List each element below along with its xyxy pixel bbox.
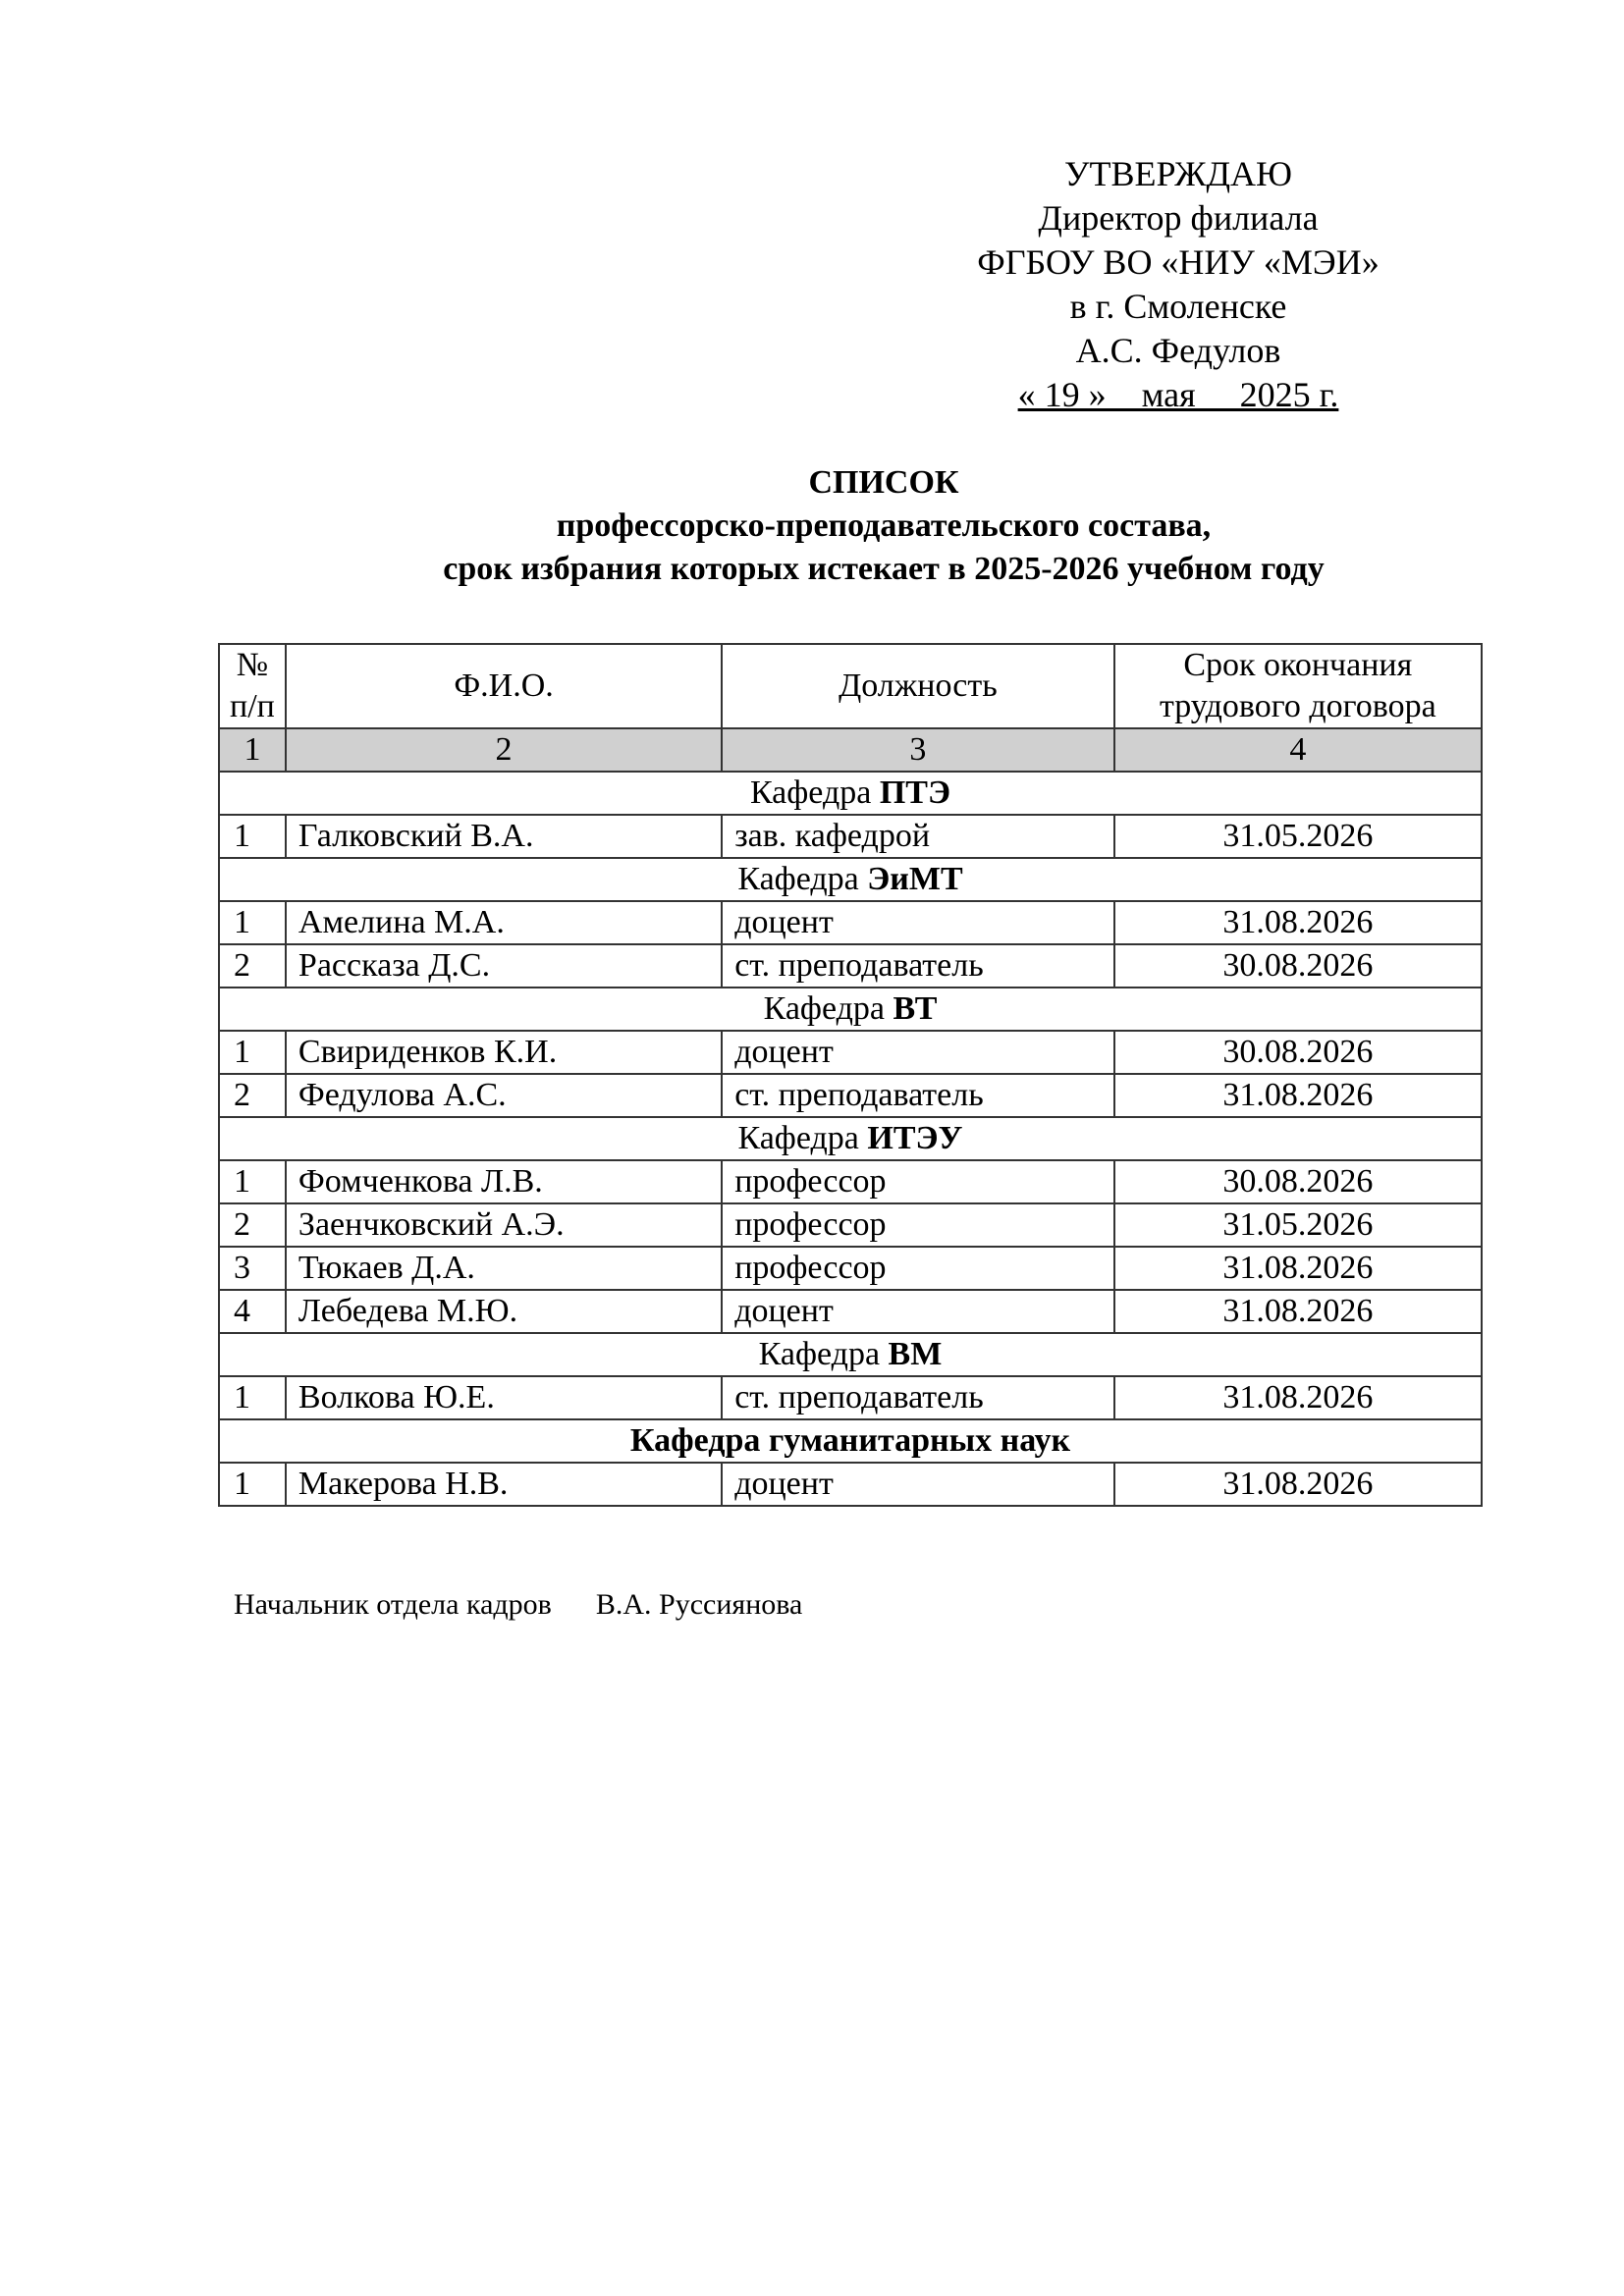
row-number: 1 xyxy=(219,1160,286,1203)
row-number: 3 xyxy=(219,1247,286,1290)
contract-end-date: 31.05.2026 xyxy=(1114,815,1482,858)
employee-name: Амелина М.А. xyxy=(286,901,722,944)
table-row xyxy=(219,1074,1482,1117)
signature-line xyxy=(234,1588,802,1622)
header-name: Ф.И.О. xyxy=(286,644,722,728)
employee-position: ст. преподаватель xyxy=(722,1074,1113,1117)
table-row xyxy=(219,1203,1482,1247)
employee-position: профессор xyxy=(722,1160,1113,1203)
department-name: Кафедра ИТЭУ xyxy=(219,1117,1482,1160)
row-number: 2 xyxy=(219,1074,286,1117)
contract-end-date: 30.08.2026 xyxy=(1114,1160,1482,1203)
title-heading: СПИСОК xyxy=(808,464,959,501)
employee-name: Рассказа Д.С. xyxy=(286,944,722,988)
department-name: Кафедра ПТЭ xyxy=(219,772,1482,815)
table-row xyxy=(219,1247,1482,1290)
employee-position: доцент xyxy=(722,1463,1113,1506)
signatory-name: В.А. Руссиянова xyxy=(595,1588,803,1621)
employee-position: профессор xyxy=(722,1247,1113,1290)
table-header-row xyxy=(219,644,1482,728)
contract-end-date: 31.08.2026 xyxy=(1114,1463,1482,1506)
table-row xyxy=(219,815,1482,858)
employee-name: Тюкаев Д.А. xyxy=(286,1247,722,1290)
signatory-role: Начальник отдела кадров xyxy=(234,1588,552,1621)
contract-end-date: 31.05.2026 xyxy=(1114,1203,1482,1247)
approver-organization: ФГБОУ ВО «НИУ «МЭИ» xyxy=(977,242,1380,282)
department-row xyxy=(219,1333,1482,1376)
staff-table xyxy=(218,643,1483,1507)
employee-position: доцент xyxy=(722,901,1113,944)
employee-name: Макерова Н.В. xyxy=(286,1463,722,1506)
employee-name: Волкова Ю.Е. xyxy=(286,1376,722,1419)
table-row xyxy=(219,1160,1482,1203)
department-name: Кафедра ВМ xyxy=(219,1333,1482,1376)
table-row xyxy=(219,944,1482,988)
employee-name: Фомченкова Л.В. xyxy=(286,1160,722,1203)
employee-position: профессор xyxy=(722,1203,1113,1247)
header-term: Срок окончания трудового договора xyxy=(1114,644,1482,728)
row-number: 1 xyxy=(219,1031,286,1074)
approval-block xyxy=(943,152,1414,417)
department-row xyxy=(219,1117,1482,1160)
employee-name: Свириденков К.И. xyxy=(286,1031,722,1074)
approval-date: « 19 » мая 2025 г. xyxy=(1017,375,1339,414)
approver-name: А.С. Федулов xyxy=(1075,331,1281,370)
row-number: 1 xyxy=(219,1463,286,1506)
department-row xyxy=(219,988,1482,1031)
approver-title: Директор филиала xyxy=(1038,198,1319,238)
department-row xyxy=(219,772,1482,815)
title-subheading-2: срок избрания которых истекает в 2025-2026 учебном году xyxy=(443,551,1325,587)
column-index: 1 xyxy=(219,728,286,772)
title-subheading-1: профессорско-преподавательского состава, xyxy=(556,507,1212,544)
table-row xyxy=(219,901,1482,944)
column-index: 2 xyxy=(286,728,722,772)
header-number: № п/п xyxy=(219,644,286,728)
row-number: 2 xyxy=(219,1203,286,1247)
department-name: Кафедра ВТ xyxy=(219,988,1482,1031)
row-number: 2 xyxy=(219,944,286,988)
contract-end-date: 31.08.2026 xyxy=(1114,1376,1482,1419)
employee-name: Федулова А.С. xyxy=(286,1074,722,1117)
employee-name: Галковский В.А. xyxy=(286,815,722,858)
employee-position: зав. кафедрой xyxy=(722,815,1113,858)
table-row xyxy=(219,1376,1482,1419)
contract-end-date: 31.08.2026 xyxy=(1114,1074,1482,1117)
document-title xyxy=(295,461,1473,591)
column-index: 4 xyxy=(1114,728,1482,772)
department-row xyxy=(219,1419,1482,1463)
contract-end-date: 31.08.2026 xyxy=(1114,1247,1482,1290)
department-name: Кафедра ЭиМТ xyxy=(219,858,1482,901)
table-row xyxy=(219,1290,1482,1333)
employee-name: Заенчковский А.Э. xyxy=(286,1203,722,1247)
contract-end-date: 30.08.2026 xyxy=(1114,1031,1482,1074)
employee-name: Лебедева М.Ю. xyxy=(286,1290,722,1333)
row-number: 1 xyxy=(219,815,286,858)
row-number: 1 xyxy=(219,901,286,944)
employee-position: ст. преподаватель xyxy=(722,1376,1113,1419)
row-number: 4 xyxy=(219,1290,286,1333)
table-row xyxy=(219,1463,1482,1506)
employee-position: доцент xyxy=(722,1290,1113,1333)
contract-end-date: 31.08.2026 xyxy=(1114,901,1482,944)
column-index-row xyxy=(219,728,1482,772)
header-position: Должность xyxy=(722,644,1113,728)
employee-position: доцент xyxy=(722,1031,1113,1074)
approval-heading: УТВЕРЖДАЮ xyxy=(1063,154,1293,193)
employee-position: ст. преподаватель xyxy=(722,944,1113,988)
column-index: 3 xyxy=(722,728,1113,772)
department-row xyxy=(219,858,1482,901)
contract-end-date: 31.08.2026 xyxy=(1114,1290,1482,1333)
department-name: Кафедра гуманитарных наук xyxy=(219,1419,1482,1463)
approver-city: в г. Смоленске xyxy=(1069,287,1287,326)
table-row xyxy=(219,1031,1482,1074)
contract-end-date: 30.08.2026 xyxy=(1114,944,1482,988)
row-number: 1 xyxy=(219,1376,286,1419)
